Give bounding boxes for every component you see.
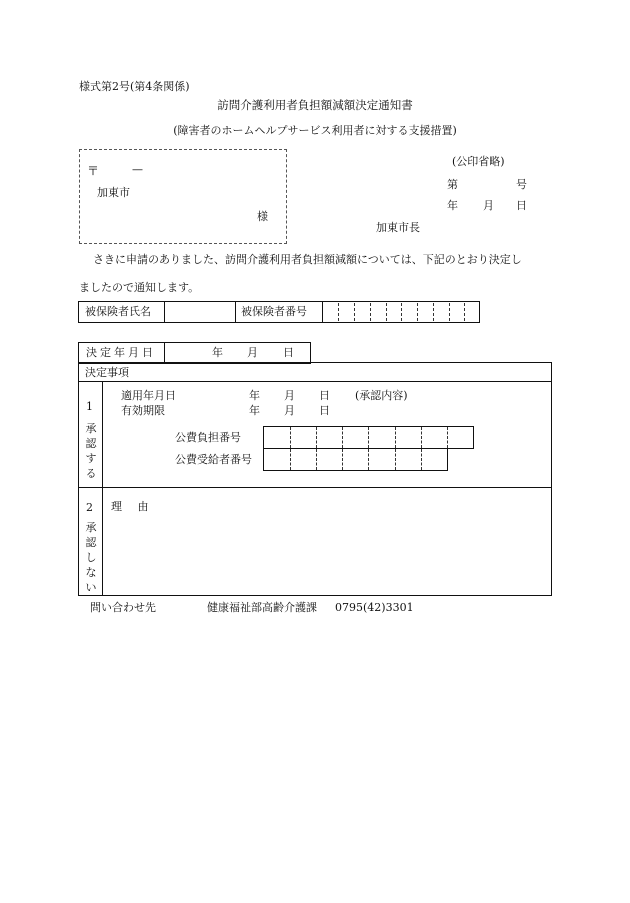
valid-period-day[interactable]: 日 [319, 404, 330, 417]
decision-date-month[interactable]: 月 [247, 346, 258, 359]
decision-header: 決定事項 [85, 366, 129, 379]
apply-date-month[interactable]: 月 [284, 389, 295, 402]
postal-mark: 〒 [87, 164, 100, 178]
apply-date-label: 適用年月日 [121, 389, 176, 402]
valid-period-label: 有効期限 [121, 404, 165, 417]
decision-date-day[interactable]: 日 [283, 346, 294, 359]
payer-number-label: 公費負担番号 [175, 431, 241, 444]
issue-dai: 第 [447, 178, 458, 191]
contact-department: 健康福祉部高齢介護課 [207, 601, 317, 614]
address-city: 加東市 [97, 186, 130, 199]
reject-label: 承認しない [85, 521, 97, 594]
valid-period-month[interactable]: 月 [284, 404, 295, 417]
reason-label: 理 由 [111, 500, 155, 513]
issue-day: 日 [516, 199, 527, 212]
approve-label: 承認する [85, 422, 97, 480]
contact-label: 問い合わせ先 [90, 601, 156, 614]
insured-number-label: 被保険者番号 [241, 305, 307, 318]
recipient-number-label: 公費受給者番号 [175, 453, 252, 466]
body-line-1: さきに申請のありました、訪問介護利用者負担額減額については、下記のとおり決定し [93, 253, 522, 266]
document-subtitle: (障害者のホームヘルプサービス利用者に対する支援措置) [173, 124, 457, 137]
apply-date-year[interactable]: 年 [249, 389, 260, 402]
decision-date-label: 決定年月日 [86, 346, 156, 359]
addressee-honorific: 様 [257, 210, 268, 223]
insured-name-field[interactable] [168, 303, 232, 320]
body-line-2: ましたので通知します。 [79, 281, 200, 294]
apply-date-day[interactable]: 日 [319, 389, 330, 402]
document-title: 訪問介護利用者負担額減額決定通知書 [217, 98, 413, 112]
approval-content-label: (承認内容) [355, 389, 408, 402]
issue-go: 号 [516, 178, 527, 191]
issuer-mayor: 加東市長 [376, 221, 420, 234]
contact-phone: 0795(42)3301 [335, 601, 414, 614]
insured-name-label: 被保険者氏名 [85, 305, 151, 318]
issue-month: 月 [483, 199, 494, 212]
postal-dash: — [132, 163, 143, 176]
approve-number: 1 [86, 400, 93, 413]
reject-number: 2 [86, 501, 93, 514]
seal-omitted: (公印省略) [452, 155, 505, 168]
issue-year: 年 [447, 199, 458, 212]
form-number: 様式第2号(第4条関係) [79, 80, 190, 93]
reason-field[interactable] [105, 518, 545, 590]
decision-date-year[interactable]: 年 [212, 346, 223, 359]
valid-period-year[interactable]: 年 [249, 404, 260, 417]
